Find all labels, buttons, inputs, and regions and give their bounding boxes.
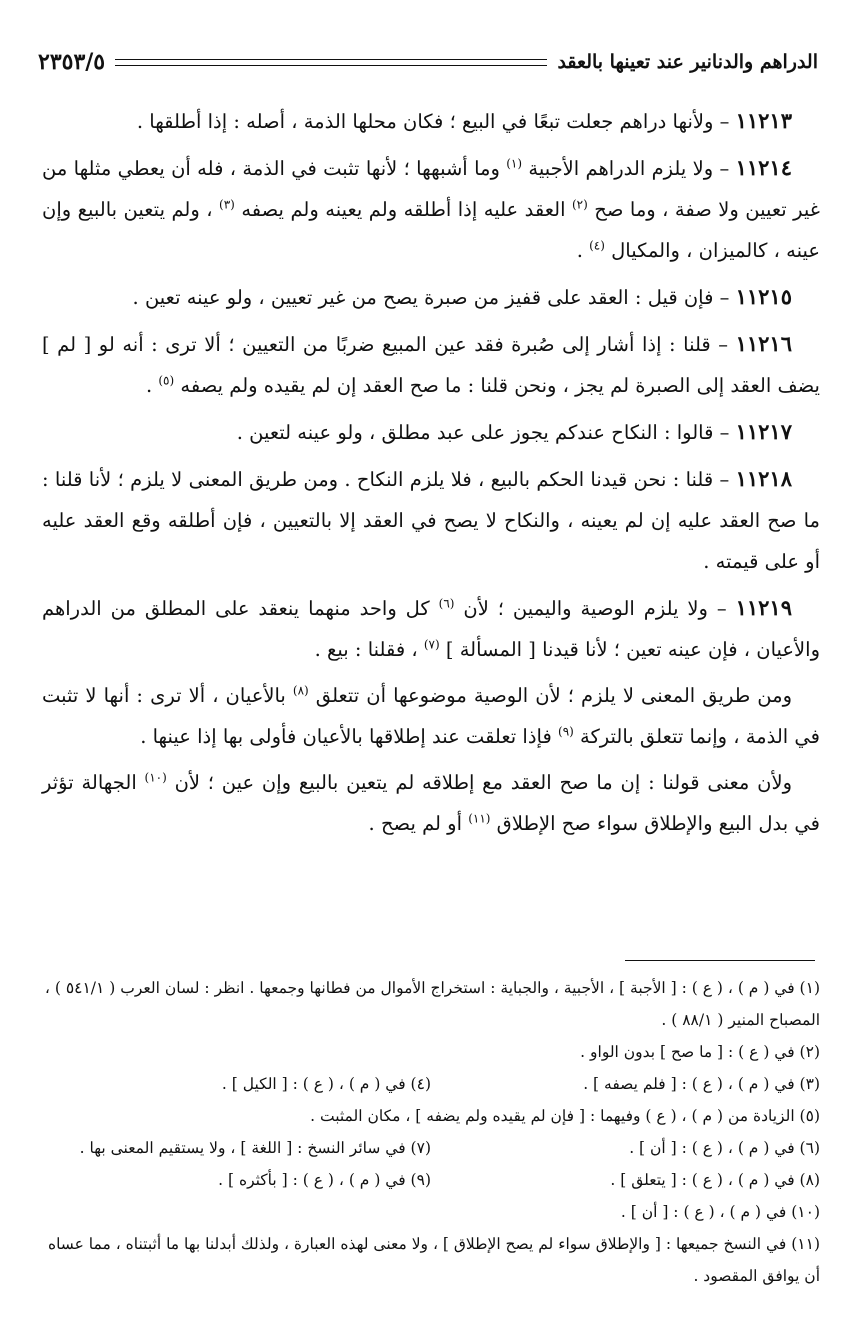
footnote-10: (١٠) في ( م ) ، ( ع ) : [ أن ] .: [620, 1203, 820, 1221]
paragraph-text: فإذا تعلقت عند إطلاقها بالأعيان فأولى بها إذا عينها .: [140, 725, 558, 748]
footnote-marker[interactable]: (١٠): [144, 770, 167, 785]
footnote-5: (٥) الزيادة من ( م ) ، ( ع ) وفيهما : [ فإن لم يقيده ولم يضفه ] ، مكان المثبت .: [310, 1107, 820, 1125]
footnote-marker[interactable]: (١): [506, 156, 523, 171]
main-text: [42, 100, 820, 849]
paragraph-text: .: [576, 239, 590, 262]
footnote-4: (٤) في ( م ) ، ( ع ) : [ الكيل ] .: [221, 1075, 431, 1093]
paragraph-text: العقد عليه إذا أطلقه ولم يعينه ولم يصفه: [234, 198, 572, 221]
paragraph-text: ، ولم يتعين بالبيع وإن عينه ، كالميزان ، والمكيال: [42, 198, 820, 262]
paragraph-number: ١١٢١٤: [735, 155, 792, 180]
paragraph-number: ١١٢١٣: [735, 108, 792, 133]
paragraph-number: ١١٢١٧: [735, 419, 792, 444]
paragraph-number: ١١٢١٦: [735, 331, 792, 356]
footnote-8: (٨) في ( م ) ، ( ع ) : [ يتعلق ] .: [610, 1171, 820, 1189]
footnote-marker[interactable]: (٥): [158, 373, 175, 388]
footnote-marker[interactable]: (٢): [571, 197, 588, 212]
footnote-11: (١١) في النسخ جميعها : [ والإطلاق سواء لم يصح الإطلاق ] ، ولا معنى لهذه العبارة ، ولذلك أبدلنا بها ما أثبتناه ، مما عساه أن يوافق المقصود .: [47, 1235, 820, 1285]
footnote-2: (٢) في ( ع ) : [ ما صح ] بدون الواو .: [580, 1043, 820, 1061]
paragraph-11213: [42, 100, 820, 142]
paragraph-text: – قلنا : نحن قيدنا الحكم بالبيع ، فلا يلزم النكاح . ومن طريق المعنى لا يلزم ؛ لأنا قلنا : ما صح العقد عليه إن لم يعينه ، والنكاح لا يصح في العقد إلا بالتعيين ، فإن أطلقه وقع العقد عليه أو على قيمته .: [42, 468, 820, 573]
paragraph-number: ١١٢١٥: [735, 284, 792, 309]
footnote-row: [42, 1068, 820, 1100]
footnote-marker[interactable]: (٧): [423, 637, 440, 652]
paragraph-continuation: [42, 675, 820, 757]
paragraph-text: ولأن معنى قولنا : إن ما صح العقد مع إطلاقه لم يتعين بالبيع وإن عين ؛ لأن: [166, 771, 792, 794]
footnote-marker[interactable]: (٨): [292, 683, 309, 698]
chapter-title: الدراهم والدنانير عند تعينها بالعقد: [557, 51, 818, 73]
footnote-separator: [625, 960, 815, 961]
paragraph-text: – قالوا : النكاح عندكم يجوز على عبد مطلق ، ولو عينه لتعين .: [236, 421, 736, 444]
paragraph-text: – قلنا : إذا أشار إلى صُبرة فقد عين المبيع ضربًا من التعيين ؛ ألا ترى : أنه لو [ لم ] يضف العقد إلى الصبرة لم يجز ، ونحن قلنا : ما صح العقد إن لم يقيده ولم يصفه: [42, 333, 820, 397]
paragraph-11219: [42, 587, 820, 670]
paragraph-text: الجهالة تؤثر في بدل البيع والإطلاق سواء صح الإطلاق: [42, 771, 820, 835]
paragraph-text: – ولأنها دراهم جعلت تبعًا في البيع ؛ فكان محلها الذمة ، أصله : إذا أطلقها .: [136, 110, 736, 133]
footnotes: [42, 972, 820, 1292]
paragraph-number: ١١٢١٨: [735, 466, 792, 491]
running-header: [38, 40, 818, 84]
footnote-3: (٣) في ( م ) ، ( ع ) : [ فلم يصفه ] .: [583, 1075, 820, 1093]
paragraph-text: ومن طريق المعنى لا يلزم ؛ لأن الوصية موضوعها أن تتعلق: [308, 684, 793, 707]
paragraph-text: أو لم يصح .: [368, 812, 469, 835]
paragraph-11214: [42, 147, 820, 271]
footnote-6: (٦) في ( م ) ، ( ع ) : [ أن ] .: [629, 1139, 820, 1157]
paragraph-11218: [42, 458, 820, 582]
header-rule: [115, 59, 547, 66]
footnote-row: [42, 1164, 820, 1196]
page-number: ٢٣٥٣/٥: [38, 49, 106, 75]
paragraph-text: – فإن قيل : العقد على قفيز من صبرة يصح من غير تعيين ، ولو عينه تعين .: [132, 286, 736, 309]
paragraph-11217: [42, 411, 820, 453]
paragraph-number: ١١٢١٩: [735, 595, 792, 620]
paragraph-text: بالأعيان ، ألا ترى : أنها لا تثبت في الذمة ، وإنما تتعلق بالتركة: [42, 684, 820, 748]
footnote-1: (١) في ( م ) ، ( ع ) : [ الأجبة ] ، الأجبية ، والجباية : استخراج الأموال من فطانها وجمعها . انظر : لسان العرب ( ٥٤١/١ ) ، المصباح المنير ( ٨٨/١ ) .: [44, 979, 820, 1029]
footnote-row: [42, 1132, 820, 1164]
paragraph-11216: [42, 323, 820, 406]
footnote-marker[interactable]: (٩): [558, 724, 574, 739]
paragraph-11215: [42, 276, 820, 318]
paragraph-text: كل واحد منهما ينعقد على المطلق من الدراهم والأعيان ، فإن عينه تعين ؛ لأنا قيدنا [ المسألة ]: [42, 597, 820, 661]
footnote-marker[interactable]: (٤): [589, 238, 605, 253]
paragraph-text: .: [145, 374, 159, 397]
footnote-7: (٧) في سائر النسخ : [ اللغة ] ، ولا يستقيم المعنى بها .: [79, 1139, 431, 1157]
footnote-marker[interactable]: (٣): [219, 197, 235, 212]
footnote-marker[interactable]: (١١): [468, 811, 491, 826]
footnote-9: (٩) في ( م ) ، ( ع ) : [ بأكثره ] .: [218, 1171, 431, 1189]
paragraph-text: ، فقلنا : بيع .: [314, 638, 424, 661]
paragraph-text: – ولا يلزم الدراهم الأجبية: [522, 157, 736, 180]
paragraph-continuation: [42, 762, 820, 844]
paragraph-text: – ولا يلزم الوصية واليمين ؛ لأن: [454, 597, 736, 620]
footnote-marker[interactable]: (٦): [438, 596, 455, 611]
paragraph-text: وما أشبهها ؛ لأنها تثبت في الذمة ، فله أن يعطي مثلها من غير تعيين ولا صفة ، وما صح: [42, 157, 821, 221]
